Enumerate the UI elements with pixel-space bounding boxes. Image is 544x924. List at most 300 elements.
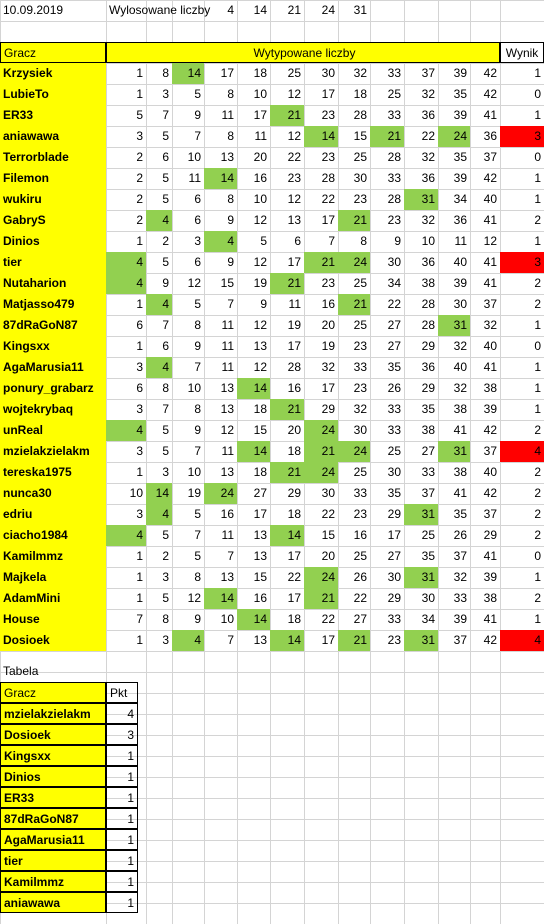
- picked-number-hit: 14: [304, 126, 338, 147]
- picked-number: 23: [353, 381, 367, 395]
- picked-number-hit: 14: [146, 483, 172, 504]
- picked-number: 23: [387, 213, 401, 227]
- picked-number-hit: 24: [304, 420, 338, 441]
- picked-number: 18: [287, 507, 301, 521]
- tabela-player-points: 1: [106, 850, 138, 871]
- picked-number: 38: [453, 465, 467, 479]
- picked-number-hit: 4: [172, 630, 204, 651]
- player-name: nunca30: [0, 483, 106, 504]
- picked-number: 12: [483, 234, 497, 248]
- picked-number: 18: [287, 612, 301, 626]
- picked-number: 8: [194, 402, 201, 416]
- picked-number: 36: [483, 129, 497, 143]
- picked-number: 29: [421, 339, 435, 353]
- column-header-numbers: Wytypowane liczby: [106, 42, 500, 63]
- picked-number: 3: [136, 507, 143, 521]
- picked-number: 41: [483, 360, 497, 374]
- picked-number: 41: [483, 549, 497, 563]
- player-result: 0: [534, 549, 541, 563]
- picked-number: 1: [136, 570, 143, 584]
- picked-number: 33: [387, 402, 401, 416]
- picked-number: 17: [253, 507, 267, 521]
- picked-number: 37: [483, 444, 497, 458]
- picked-number-hit: 24: [338, 252, 370, 273]
- picked-number: 7: [162, 402, 169, 416]
- picked-number: 34: [387, 276, 401, 290]
- player-result: 3: [500, 126, 544, 147]
- picked-number: 8: [227, 192, 234, 206]
- picked-number: 5: [162, 591, 169, 605]
- tabela-player-name: mzielakzielakm: [0, 703, 106, 724]
- player-name: Kingsxx: [0, 336, 106, 357]
- picked-number: 16: [253, 591, 267, 605]
- picked-number: 13: [253, 633, 267, 647]
- picked-number: 20: [321, 318, 335, 332]
- picked-number: 41: [483, 612, 497, 626]
- tabela-player-name: ER33: [0, 787, 106, 808]
- picked-number: 26: [387, 381, 401, 395]
- picked-number: 37: [453, 633, 467, 647]
- picked-number: 6: [194, 255, 201, 269]
- picked-number: 36: [421, 108, 435, 122]
- picked-number: 13: [220, 381, 234, 395]
- picked-number: 22: [287, 150, 301, 164]
- picked-number: 19: [287, 318, 301, 332]
- drawn-number: 24: [321, 3, 335, 17]
- picked-number: 1: [136, 66, 143, 80]
- picked-number: 8: [194, 318, 201, 332]
- picked-number-hit: 4: [106, 525, 146, 546]
- picked-number: 11: [221, 528, 234, 542]
- drawn-number: 31: [353, 3, 367, 17]
- picked-number: 12: [253, 318, 267, 332]
- picked-number: 36: [421, 255, 435, 269]
- picked-number: 12: [187, 591, 201, 605]
- player-result: 1: [534, 381, 541, 395]
- picked-number: 27: [421, 444, 435, 458]
- picked-number: 25: [421, 528, 435, 542]
- picked-number: 10: [187, 150, 201, 164]
- picked-number: 3: [162, 87, 169, 101]
- player-name: Dinios: [0, 231, 106, 252]
- picked-number: 29: [287, 486, 301, 500]
- tabela-player-name: Dosioek: [0, 724, 106, 745]
- picked-number: 13: [253, 339, 267, 353]
- picked-number: 18: [353, 87, 367, 101]
- picked-number: 7: [328, 234, 335, 248]
- picked-number: 3: [136, 360, 143, 374]
- picked-number: 29: [483, 528, 497, 542]
- picked-number: 39: [453, 66, 467, 80]
- drawn-number: 14: [253, 3, 267, 17]
- picked-number: 25: [387, 87, 401, 101]
- picked-number: 30: [387, 465, 401, 479]
- picked-number: 6: [162, 339, 169, 353]
- picked-number: 7: [194, 360, 201, 374]
- player-name: AdamMini: [0, 588, 106, 609]
- picked-number: 9: [194, 423, 201, 437]
- picked-number: 29: [321, 402, 335, 416]
- picked-number: 40: [483, 339, 497, 353]
- picked-number: 5: [194, 87, 201, 101]
- picked-number: 7: [227, 297, 234, 311]
- picked-number: 16: [353, 528, 367, 542]
- picked-number: 33: [387, 108, 401, 122]
- picked-number: 3: [162, 465, 169, 479]
- picked-number-hit: 21: [270, 462, 304, 483]
- picked-number: 33: [421, 465, 435, 479]
- picked-number-hit: 14: [237, 609, 270, 630]
- tabela-player-points: 1: [106, 766, 138, 787]
- picked-number: 12: [287, 192, 301, 206]
- picked-number: 8: [360, 234, 367, 248]
- picked-number: 7: [162, 108, 169, 122]
- picked-number: 23: [353, 507, 367, 521]
- tabela-player-points: 1: [106, 829, 138, 850]
- tabela-player-points: 1: [106, 871, 138, 892]
- picked-number-hit: 21: [304, 252, 338, 273]
- picked-number: 22: [321, 507, 335, 521]
- player-result: 2: [534, 213, 541, 227]
- picked-number-hit: 24: [304, 462, 338, 483]
- picked-number: 40: [483, 192, 497, 206]
- picked-number: 5: [194, 297, 201, 311]
- player-name: wojtekrybaq: [0, 399, 106, 420]
- picked-number: 7: [194, 444, 201, 458]
- picked-number: 6: [136, 381, 143, 395]
- player-name: Terrorblade: [0, 147, 106, 168]
- player-result: 0: [534, 87, 541, 101]
- picked-number-hit: 31: [404, 630, 438, 651]
- picked-number: 8: [194, 570, 201, 584]
- picked-number: 27: [253, 486, 267, 500]
- picked-number: 3: [136, 444, 143, 458]
- player-result: 4: [500, 441, 544, 462]
- picked-number: 9: [227, 213, 234, 227]
- picked-number: 3: [194, 234, 201, 248]
- picked-number: 25: [353, 276, 367, 290]
- picked-number: 42: [483, 171, 497, 185]
- picked-number-hit: 4: [146, 294, 172, 315]
- picked-number: 32: [321, 360, 335, 374]
- picked-number-hit: 4: [146, 504, 172, 525]
- picked-number: 22: [421, 129, 435, 143]
- picked-number: 38: [483, 381, 497, 395]
- picked-number: 2: [136, 150, 143, 164]
- picked-number: 8: [162, 381, 169, 395]
- picked-number: 13: [253, 549, 267, 563]
- picked-number: 6: [194, 213, 201, 227]
- picked-number: 22: [387, 297, 401, 311]
- picked-number: 10: [187, 465, 201, 479]
- picked-number: 25: [353, 465, 367, 479]
- picked-number: 9: [394, 234, 401, 248]
- tabela-player-points: 1: [106, 745, 138, 766]
- player-name: 87dRaGoN87: [0, 315, 106, 336]
- picked-number: 8: [162, 612, 169, 626]
- player-name: GabryS: [0, 210, 106, 231]
- picked-number: 2: [136, 171, 143, 185]
- picked-number: 17: [387, 528, 401, 542]
- picked-number: 3: [162, 570, 169, 584]
- drawn-number: 21: [287, 3, 301, 17]
- player-name: wukiru: [0, 189, 106, 210]
- picked-number: 33: [387, 423, 401, 437]
- picked-number: 37: [483, 507, 497, 521]
- picked-number: 30: [353, 423, 367, 437]
- picked-number: 40: [453, 255, 467, 269]
- player-result: 1: [534, 402, 541, 416]
- picked-number: 1: [136, 339, 143, 353]
- picked-number: 15: [220, 276, 234, 290]
- picked-number: 16: [220, 507, 234, 521]
- picked-number: 38: [421, 423, 435, 437]
- picked-number: 16: [253, 171, 267, 185]
- picked-number: 2: [162, 549, 169, 563]
- picked-number: 39: [453, 276, 467, 290]
- picked-number-hit: 4: [106, 420, 146, 441]
- picked-number: 30: [387, 255, 401, 269]
- picked-number: 28: [321, 171, 335, 185]
- picked-number: 5: [162, 444, 169, 458]
- picked-number: 25: [287, 66, 301, 80]
- picked-number: 41: [453, 486, 467, 500]
- picked-number: 6: [194, 192, 201, 206]
- picked-number: 13: [220, 570, 234, 584]
- picked-number: 29: [421, 381, 435, 395]
- player-result: 4: [500, 630, 544, 651]
- picked-number: 40: [453, 360, 467, 374]
- player-result: 2: [534, 465, 541, 479]
- picked-number: 6: [294, 234, 301, 248]
- picked-number: 12: [187, 276, 201, 290]
- picked-number: 6: [162, 150, 169, 164]
- picked-number: 15: [353, 129, 367, 143]
- picked-number: 1: [136, 234, 143, 248]
- player-result: 1: [534, 360, 541, 374]
- picked-number: 8: [227, 87, 234, 101]
- picked-number: 7: [194, 528, 201, 542]
- picked-number: 36: [421, 360, 435, 374]
- picked-number-hit: 31: [404, 504, 438, 525]
- picked-number: 11: [221, 108, 234, 122]
- tabela-player-name: Kamilmmz: [0, 871, 106, 892]
- picked-number: 20: [253, 150, 267, 164]
- picked-number: 23: [353, 192, 367, 206]
- player-result: 3: [500, 252, 544, 273]
- picked-number: 17: [321, 87, 335, 101]
- picked-number: 17: [287, 339, 301, 353]
- picked-number: 27: [387, 549, 401, 563]
- picked-number: 17: [287, 255, 301, 269]
- picked-number: 10: [220, 612, 234, 626]
- player-result: 2: [534, 486, 541, 500]
- picked-number-hit: 21: [270, 105, 304, 126]
- picked-number: 12: [253, 213, 267, 227]
- picked-number-hit: 21: [370, 126, 404, 147]
- player-result: 1: [534, 171, 541, 185]
- picked-number: 25: [387, 444, 401, 458]
- picked-number: 38: [421, 276, 435, 290]
- picked-number: 26: [353, 570, 367, 584]
- picked-number: 42: [483, 633, 497, 647]
- picked-number: 28: [387, 150, 401, 164]
- player-name: Krzysiek: [0, 63, 106, 84]
- picked-number: 37: [483, 297, 497, 311]
- picked-number: 11: [188, 171, 201, 185]
- picked-number-hit: 24: [338, 441, 370, 462]
- picked-number-hit: 21: [338, 294, 370, 315]
- picked-number: 11: [221, 318, 234, 332]
- picked-number: 35: [421, 549, 435, 563]
- player-result: 1: [534, 108, 541, 122]
- picked-number: 12: [253, 255, 267, 269]
- picked-number: 20: [287, 423, 301, 437]
- picked-number: 22: [353, 591, 367, 605]
- picked-number: 41: [483, 108, 497, 122]
- picked-number: 35: [453, 87, 467, 101]
- picked-number-hit: 4: [106, 252, 146, 273]
- picked-number: 9: [260, 297, 267, 311]
- picked-number: 11: [221, 339, 234, 353]
- picked-number: 5: [162, 171, 169, 185]
- player-name: unReal: [0, 420, 106, 441]
- picked-number: 2: [162, 234, 169, 248]
- picked-number-hit: 14: [204, 168, 237, 189]
- picked-number: 7: [194, 129, 201, 143]
- picked-number: 9: [162, 276, 169, 290]
- draw-date: 10.09.2019: [3, 3, 64, 17]
- player-name: LubieTo: [0, 84, 106, 105]
- player-result: 1: [534, 66, 541, 80]
- picked-number: 12: [287, 87, 301, 101]
- picked-number: 37: [483, 150, 497, 164]
- picked-number: 16: [287, 381, 301, 395]
- picked-number: 32: [421, 150, 435, 164]
- player-result: 0: [534, 150, 541, 164]
- player-name: AgaMarusia11: [0, 357, 106, 378]
- picked-number: 23: [321, 150, 335, 164]
- picked-number: 39: [453, 612, 467, 626]
- picked-number: 22: [287, 570, 301, 584]
- player-result: 2: [534, 297, 541, 311]
- player-name: tereska1975: [0, 462, 106, 483]
- picked-number-hit: 31: [438, 441, 470, 462]
- picked-number: 36: [421, 171, 435, 185]
- picked-number: 32: [453, 381, 467, 395]
- picked-number: 39: [483, 570, 497, 584]
- picked-number: 2: [136, 213, 143, 227]
- picked-number: 38: [483, 591, 497, 605]
- picked-number: 10: [253, 87, 267, 101]
- picked-number: 11: [454, 234, 467, 248]
- player-result: 2: [534, 507, 541, 521]
- picked-number: 3: [162, 633, 169, 647]
- tabela-player-points: 1: [106, 808, 138, 829]
- picked-number: 10: [253, 192, 267, 206]
- picked-number-hit: 4: [146, 357, 172, 378]
- player-name: Majkela: [0, 567, 106, 588]
- column-header-player: Gracz: [0, 42, 106, 63]
- picked-number: 37: [453, 549, 467, 563]
- picked-number-hit: 4: [146, 210, 172, 231]
- picked-number: 23: [353, 339, 367, 353]
- player-name: mzielakzielakm: [0, 441, 106, 462]
- picked-number: 1: [136, 465, 143, 479]
- tabela-title: Tabela: [3, 664, 39, 678]
- picked-number: 9: [194, 612, 201, 626]
- picked-number: 5: [162, 255, 169, 269]
- picked-number-hit: 14: [172, 63, 204, 84]
- picked-number: 1: [136, 591, 143, 605]
- player-result: 0: [534, 339, 541, 353]
- picked-number: 5: [162, 129, 169, 143]
- picked-number: 33: [387, 66, 401, 80]
- picked-number: 1: [136, 549, 143, 563]
- picked-number: 11: [254, 129, 267, 143]
- picked-number: 8: [162, 66, 169, 80]
- picked-number: 35: [421, 402, 435, 416]
- picked-number-hit: 24: [438, 126, 470, 147]
- player-name: ER33: [0, 105, 106, 126]
- player-name: House: [0, 609, 106, 630]
- picked-number: 13: [220, 465, 234, 479]
- tabela-player-name: aniawawa: [0, 892, 106, 913]
- picked-number-hit: 21: [338, 210, 370, 231]
- player-name: Nutaharion: [0, 273, 106, 294]
- picked-number: 23: [387, 633, 401, 647]
- picked-number: 25: [353, 150, 367, 164]
- picked-number: 35: [453, 150, 467, 164]
- player-result: 1: [534, 318, 541, 332]
- player-result: 1: [534, 570, 541, 584]
- picked-number: 15: [253, 423, 267, 437]
- picked-number-hit: 14: [270, 630, 304, 651]
- picked-number: 35: [387, 486, 401, 500]
- picked-number: 1: [136, 87, 143, 101]
- picked-number: 17: [253, 108, 267, 122]
- picked-number-hit: 31: [404, 189, 438, 210]
- picked-number: 30: [353, 171, 367, 185]
- picked-number: 1: [136, 297, 143, 311]
- picked-number-hit: 31: [404, 567, 438, 588]
- player-result: 2: [534, 423, 541, 437]
- tabela-player-name: Dinios: [0, 766, 106, 787]
- picked-number: 32: [453, 570, 467, 584]
- picked-number: 30: [453, 297, 467, 311]
- picked-number: 5: [194, 507, 201, 521]
- picked-number-hit: 31: [438, 315, 470, 336]
- player-result: 1: [534, 234, 541, 248]
- picked-number: 33: [353, 486, 367, 500]
- picked-number-hit: 4: [204, 231, 237, 252]
- picked-number: 5: [194, 549, 201, 563]
- picked-number-hit: 21: [304, 588, 338, 609]
- picked-number: 19: [321, 339, 335, 353]
- picked-number: 10: [129, 486, 143, 500]
- picked-number: 9: [227, 255, 234, 269]
- picked-number: 16: [321, 297, 335, 311]
- picked-number: 12: [253, 360, 267, 374]
- picked-number: 9: [194, 108, 201, 122]
- picked-number-hit: 21: [270, 399, 304, 420]
- player-name: edriu: [0, 504, 106, 525]
- picked-number: 28: [421, 297, 435, 311]
- picked-number: 13: [253, 528, 267, 542]
- tabela-player-name: tier: [0, 850, 106, 871]
- picked-number: 11: [221, 444, 234, 458]
- picked-number: 26: [453, 528, 467, 542]
